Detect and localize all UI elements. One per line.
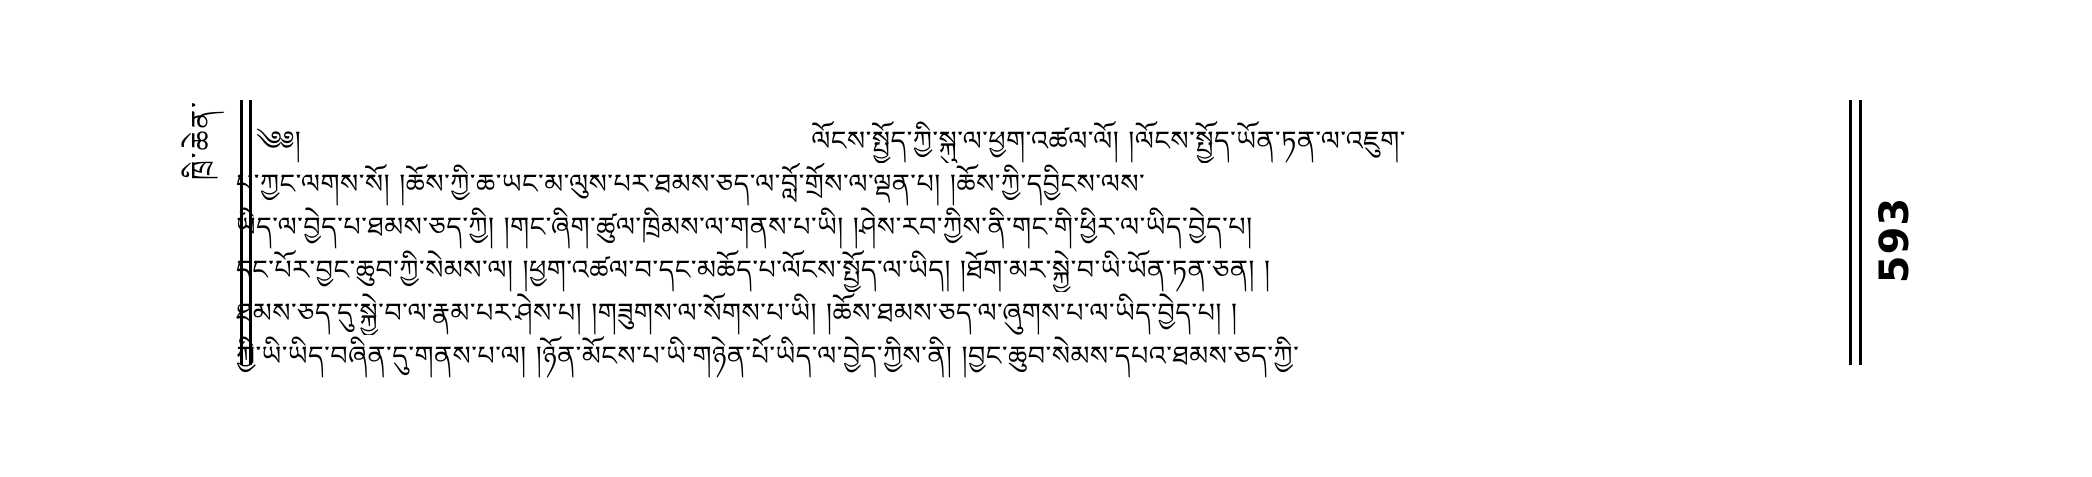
margin-title: ཁྲི་ཆེན་ [185,100,218,180]
line-text: ལོངས་སྤྱོད་ཀྱི་སྐུ་ལ་ཕྱག་འཚལ་ལོ། །ལོངས་སྤྱོད་ཡོན་ཏན་ལ་འཇུག་ [811,126,1406,157]
right-border-outer [1859,100,1862,365]
text-line-4: དང་པོར་བྱང་ཆུབ་ཀྱི་སེམས་ལ། །ཕྱག་འཚལ་བ་དང་མཆོད་པ་ལོངས་སྤྱོད་ལ་ཡིད། །ཐོག་མར་སྐྱེ་བ་ཡི་ཡོན་ཏན་ཅན། ། [236,255,1271,286]
text-line-5: ཐམས་ཅད་དུ་སྐྱེ་བ་ལ་རྣམ་པར་ཤེས་པ། །གཟུགས་ལ་སོགས་པ་ཡི། །ཆོས་ཐམས་ཅད་ལ་ཞུགས་པ་ལ་ཡིད་བྱེད་པ། ། [236,298,1238,329]
text-line-3: ཡིད་ལ་བྱེད་པ་ཐམས་ཅད་ཀྱི། །གང་ཞིག་ཚུལ་ཁྲིམས་ལ་གནས་པ་ཡི། །ཤེས་རབ་ཀྱིས་ནི་གང་གི་ཕྱིར་ལ་ཡིད་བྱེད་པ། [236,212,1253,243]
yig-mgo-start-mark: ༄༅། [256,126,302,157]
text-line-6: ཀྱི་ཡི་ཡིད་བཞིན་དུ་གནས་པ་ལ། །ཉོན་མོངས་པ་ཡི་གཉེན་པོ་ཡིད་ལ་བྱེད་ཀྱིས་ནི། །བྱང་ཆུབ་སེམས་དཔའ་ཐམས་ཅད་ཀྱི་ [236,341,1300,372]
text-line-2: པ་ཀྱང་ལགས་སོ། །ཆོས་ཀྱི་ཆ་ཡང་མ་ལུས་པར་ཐམས་ཅད་ལ་བློ་གྲོས་ལ་ལྡན་པ། །ཆོས་ཀྱི་དབྱིངས་ལས་ [236,169,1146,200]
page-number: 593 [1872,196,1918,284]
tibetan-text-block [236,120,1852,378]
text-line-1 [236,120,1852,163]
